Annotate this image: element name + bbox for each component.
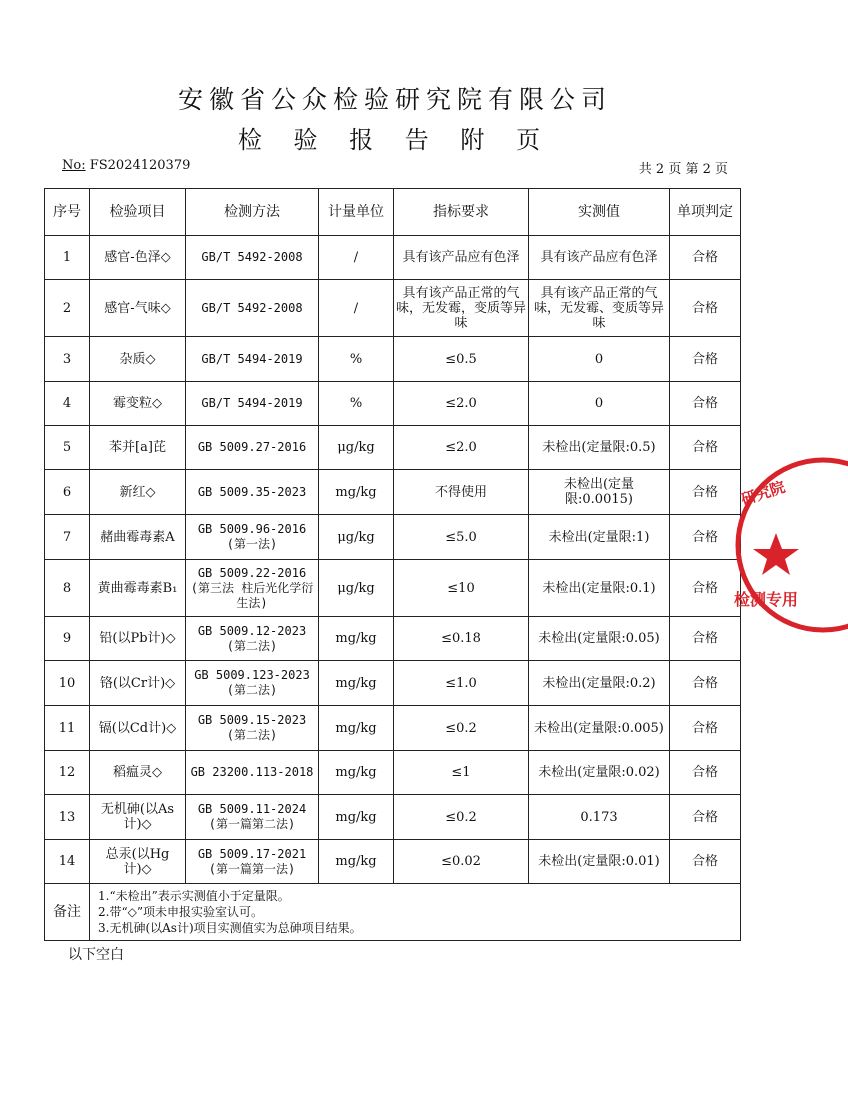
measured-cell: 未检出(定量限:0.0015) <box>529 470 670 515</box>
measured-cell: 0.173 <box>529 795 670 840</box>
col-header-requirement: 指标要求 <box>394 189 529 236</box>
table-row <box>45 515 741 560</box>
method-cell <box>186 236 319 280</box>
official-stamp <box>728 445 848 645</box>
requirement-cell: ≤0.2 <box>394 795 529 840</box>
item-cell: 杂质◇ <box>90 337 186 382</box>
method-line: GB 5009.11-2024 <box>197 802 307 816</box>
method-line: GB 5009.12-2023 <box>197 623 307 638</box>
unit-cell: / <box>319 280 394 337</box>
method-cell <box>186 470 319 515</box>
item-cell: 无机砷(以As计)◇ <box>90 795 186 840</box>
measured-cell: 0 <box>529 382 670 426</box>
requirement-cell: ≤0.2 <box>394 706 529 751</box>
method-cell <box>186 280 319 337</box>
table-row <box>45 840 741 884</box>
judgment-cell: 合格 <box>670 337 741 382</box>
seq-cell: 11 <box>45 706 90 751</box>
method-line: GB/T 5492-2008 <box>201 250 303 264</box>
unit-cell: mg/kg <box>319 795 394 840</box>
seq-cell: 8 <box>45 560 90 617</box>
remark-content <box>90 884 741 941</box>
judgment-cell: 合格 <box>670 382 741 426</box>
unit-cell: mg/kg <box>319 617 394 661</box>
col-header-measured: 实测值 <box>529 189 670 236</box>
table-header-row <box>45 189 741 236</box>
item-cell: 感官-气味◇ <box>90 280 186 337</box>
seq-cell: 2 <box>45 280 90 337</box>
method-line: GB 5009.35-2023 <box>197 484 307 499</box>
requirement-cell: ≤5.0 <box>394 515 529 560</box>
measured-cell: 未检出(定量限:1) <box>529 515 670 560</box>
item-cell: 苯并[a]芘 <box>90 426 186 470</box>
method-cell <box>186 337 319 382</box>
method-line: GB 23200.113-2018 <box>190 765 314 779</box>
requirement-cell: 具有该产品正常的气味，无发霉，变质等异味 <box>394 280 529 337</box>
remark-label: 备注 <box>45 884 90 941</box>
measured-cell: 具有该产品应有色泽 <box>529 236 670 280</box>
method-line: GB/T 5492-2008 <box>201 300 303 315</box>
item-cell: 新红◇ <box>90 470 186 515</box>
item-cell: 稻瘟灵◇ <box>90 751 186 795</box>
col-header-seq: 序号 <box>45 189 90 236</box>
method-line: (第二法) <box>226 728 278 742</box>
seq-cell: 6 <box>45 470 90 515</box>
method-line: GB 5009.123-2023 <box>194 668 310 682</box>
method-cell <box>186 515 319 560</box>
table-row <box>45 795 741 840</box>
measured-cell: 未检出(定量限:0.05) <box>529 617 670 661</box>
judgment-cell: 合格 <box>670 706 741 751</box>
col-header-item: 检验项目 <box>90 189 186 236</box>
method-cell <box>186 426 319 470</box>
judgment-cell: 合格 <box>670 751 741 795</box>
col-header-unit: 计量单位 <box>319 189 394 236</box>
judgment-cell: 合格 <box>670 280 741 337</box>
method-line: GB 5009.15-2023 <box>197 713 307 727</box>
table-row <box>45 617 741 661</box>
table-row <box>45 706 741 751</box>
judgment-cell: 合格 <box>670 515 741 560</box>
judgment-cell: 合格 <box>670 617 741 661</box>
method-line: (第一篇第一法) <box>208 861 296 876</box>
judgment-cell: 合格 <box>670 795 741 840</box>
judgment-cell: 合格 <box>670 840 741 884</box>
method-line: GB 5009.27-2016 <box>197 440 307 454</box>
org-name: 安徽省公众检验研究院有限公司 <box>177 85 612 114</box>
results-table <box>44 188 741 941</box>
table-row <box>45 426 741 470</box>
requirement-cell: ≤0.02 <box>394 840 529 884</box>
item-cell: 感官-色泽◇ <box>90 236 186 280</box>
method-cell <box>186 382 319 426</box>
seq-cell: 10 <box>45 661 90 706</box>
requirement-cell: ≤0.18 <box>394 617 529 661</box>
seq-cell: 5 <box>45 426 90 470</box>
measured-cell: 未检出(定量限:0.005) <box>529 706 670 751</box>
measured-cell: 未检出(定量限:0.1) <box>529 560 670 617</box>
judgment-cell: 合格 <box>670 560 741 617</box>
method-line: (第一法) <box>226 537 278 551</box>
method-cell <box>186 840 319 884</box>
requirement-cell: ≤1 <box>394 751 529 795</box>
seq-cell: 13 <box>45 795 90 840</box>
method-cell <box>186 751 319 795</box>
method-line: (第一篇第二法) <box>208 817 296 831</box>
method-line: GB 5009.96-2016 <box>197 522 307 536</box>
item-cell: 铅(以Pb计)◇ <box>90 617 186 661</box>
table-row <box>45 382 741 426</box>
judgment-cell: 合格 <box>670 470 741 515</box>
table-row <box>45 560 741 617</box>
method-line: GB 5009.17-2021 <box>197 846 307 861</box>
measured-cell: 未检出(定量限:0.5) <box>529 426 670 470</box>
seq-cell: 14 <box>45 840 90 884</box>
requirement-cell: ≤2.0 <box>394 426 529 470</box>
remark-row <box>45 884 741 941</box>
table-row <box>45 280 741 337</box>
method-line: (第三法 柱后光化学衍生法) <box>190 580 314 610</box>
requirement-cell: 不得使用 <box>394 470 529 515</box>
unit-cell: mg/kg <box>319 751 394 795</box>
judgment-cell: 合格 <box>670 236 741 280</box>
unit-cell: % <box>319 382 394 426</box>
method-line: GB/T 5494-2019 <box>201 396 303 410</box>
table-row <box>45 661 741 706</box>
remark-line: 3.无机砷(以As计)项目实测值实为总砷项目结果。 <box>98 921 362 935</box>
method-cell <box>186 560 319 617</box>
col-header-judgment: 单项判定 <box>670 189 741 236</box>
seq-cell: 4 <box>45 382 90 426</box>
unit-cell: μg/kg <box>319 515 394 560</box>
measured-cell: 0 <box>529 337 670 382</box>
table-row <box>45 470 741 515</box>
report-number-label: No: <box>62 158 86 173</box>
item-cell: 黄曲霉毒素B₁ <box>90 560 186 617</box>
method-line: GB/T 5494-2019 <box>201 351 303 366</box>
unit-cell: mg/kg <box>319 470 394 515</box>
seq-cell: 12 <box>45 751 90 795</box>
method-cell <box>186 661 319 706</box>
method-line: GB 5009.22-2016 <box>197 565 307 580</box>
remark-line: 2.带“◇”项未申报实验室认可。 <box>98 905 263 919</box>
unit-cell: mg/kg <box>319 706 394 751</box>
judgment-cell: 合格 <box>670 661 741 706</box>
item-cell: 赭曲霉毒素A <box>90 515 186 560</box>
measured-cell: 未检出(定量限:0.2) <box>529 661 670 706</box>
unit-cell: mg/kg <box>319 661 394 706</box>
measured-cell: 未检出(定量限:0.02) <box>529 751 670 795</box>
seq-cell: 3 <box>45 337 90 382</box>
seq-cell: 1 <box>45 236 90 280</box>
method-cell <box>186 795 319 840</box>
method-cell <box>186 617 319 661</box>
measured-cell: 具有该产品正常的气味，无发霉、变质等异味 <box>529 280 670 337</box>
unit-cell: μg/kg <box>319 426 394 470</box>
method-cell <box>186 706 319 751</box>
report-number-value: FS2024120379 <box>89 158 191 173</box>
item-cell: 镉(以Cd计)◇ <box>90 706 186 751</box>
method-line: (第二法) <box>226 683 278 697</box>
unit-cell: μg/kg <box>319 560 394 617</box>
item-cell: 霉变粒◇ <box>90 382 186 426</box>
judgment-cell: 合格 <box>670 426 741 470</box>
requirement-cell: ≤1.0 <box>394 661 529 706</box>
report-title: 检 验 报 告 附 页 <box>237 126 553 154</box>
remark-line: 1.“未检出”表示实测值小于定量限。 <box>98 889 290 903</box>
unit-cell: / <box>319 236 394 280</box>
seq-cell: 7 <box>45 515 90 560</box>
svg-text:研究院: 研究院 <box>738 477 788 509</box>
unit-cell: mg/kg <box>319 840 394 884</box>
unit-cell: % <box>319 337 394 382</box>
seq-cell: 9 <box>45 617 90 661</box>
col-header-method: 检测方法 <box>186 189 319 236</box>
item-cell: 铬(以Cr计)◇ <box>90 661 186 706</box>
blank-note: 以下空白 <box>68 947 124 963</box>
method-line: (第二法) <box>226 638 278 653</box>
requirement-cell: ≤10 <box>394 560 529 617</box>
measured-cell: 未检出(定量限:0.01) <box>529 840 670 884</box>
report-number <box>62 158 190 173</box>
table-row <box>45 751 741 795</box>
svg-text:检测专用: 检测专用 <box>734 590 799 609</box>
page-info: 共 2 页 第 2 页 <box>638 162 728 177</box>
item-cell: 总汞(以Hg计)◇ <box>90 840 186 884</box>
table-row <box>45 337 741 382</box>
table-row <box>45 236 741 280</box>
requirement-cell: ≤0.5 <box>394 337 529 382</box>
requirement-cell: ≤2.0 <box>394 382 529 426</box>
requirement-cell: 具有该产品应有色泽 <box>394 236 529 280</box>
